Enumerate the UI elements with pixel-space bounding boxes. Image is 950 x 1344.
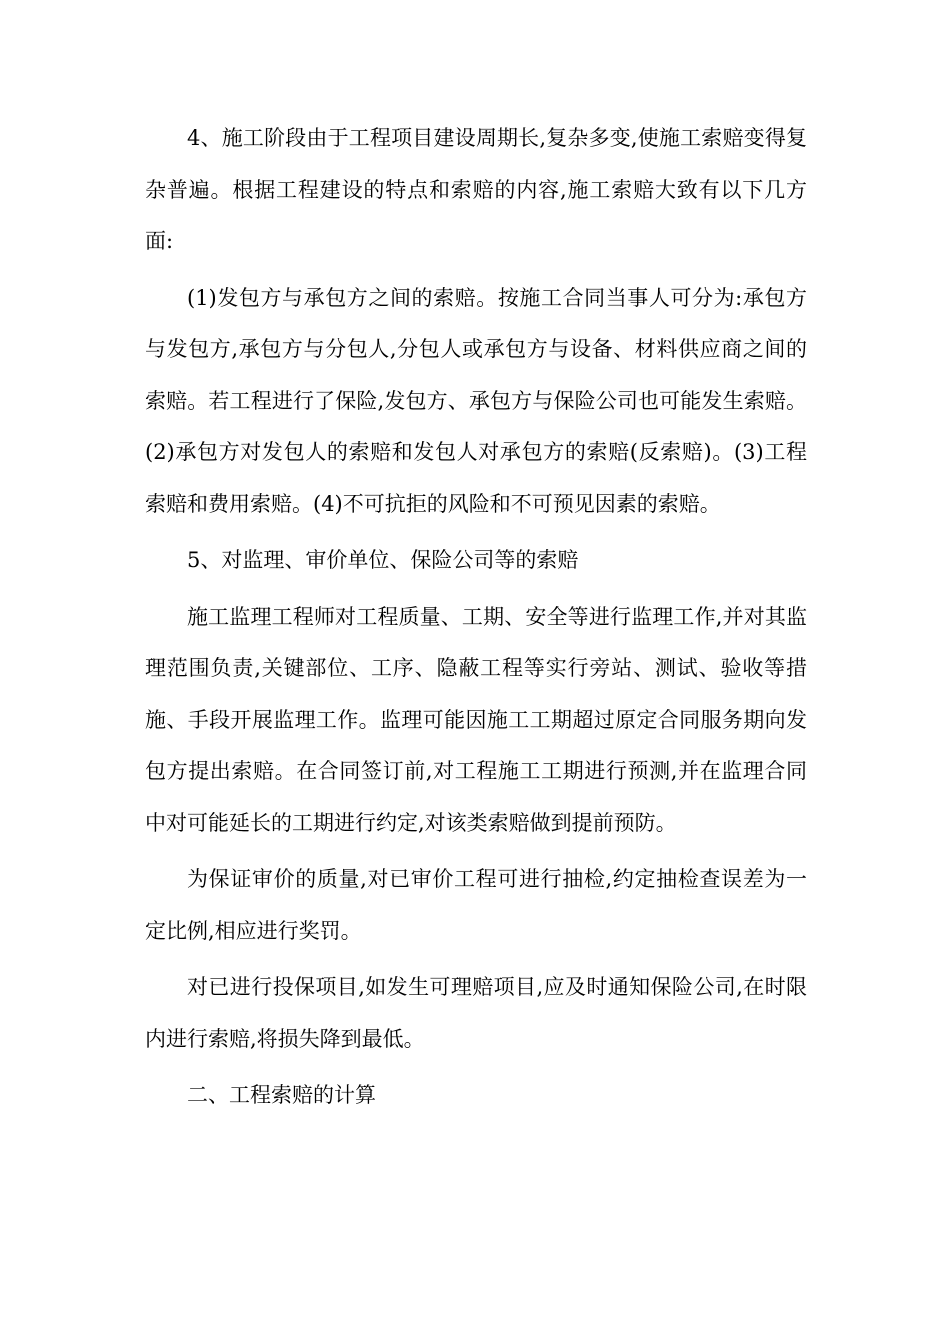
section-heading-claim-calculation: 二、工程索赔的计算 <box>187 1083 376 1107</box>
paragraph-supervision: 施工监理工程师对工程质量、工期、安全等进行监理工作,并对其监理范围负责,关键部位、工序、隐蔽工程等实行旁站、测试、验收等措施、手段开展监理工作。监理可能因施工工期超过原定合同服务期向发包方提出索赔。在合同签订前,对工程施工工期进行预测,并在监理合同中对可能延长的工期进行约定,对该类索赔做到提前预防。 <box>145 604 807 835</box>
paragraph-heading-supervision-claims: 5、对监理、审价单位、保险公司等的索赔 <box>187 548 579 572</box>
paragraph-audit-quality: 为保证审价的质量,对已审价工程可进行抽检,约定抽检查误差为一定比例,相应进行奖罚。 <box>145 867 807 943</box>
paragraph-claim-types: (1)发包方与承包方之间的索赔。按施工合同当事人可分为:承包方与发包方,承包方与分包人,分包人或承包方与设备、材料供应商之间的索赔。若工程进行了保险,发包方、承包方与保险公司也可能发生索赔。(2)承包方对发包人的索赔和发包人对承包方的索赔(反索赔)。(3)工程索赔和费用索赔。(4)不可抗拒的风险和不可预见因素的索赔。 <box>145 285 807 516</box>
document-page <box>145 113 807 1127</box>
paragraph-insurance: 对已进行投保项目,如发生可理赔项目,应及时通知保险公司,在时限内进行索赔,将损失降到最低。 <box>145 975 807 1051</box>
paragraph-construction-claims: 4、施工阶段由于工程项目建设周期长,复杂多变,使施工索赔变得复杂普遍。根据工程建设的特点和索赔的内容,施工索赔大致有以下几方面: <box>145 126 807 253</box>
